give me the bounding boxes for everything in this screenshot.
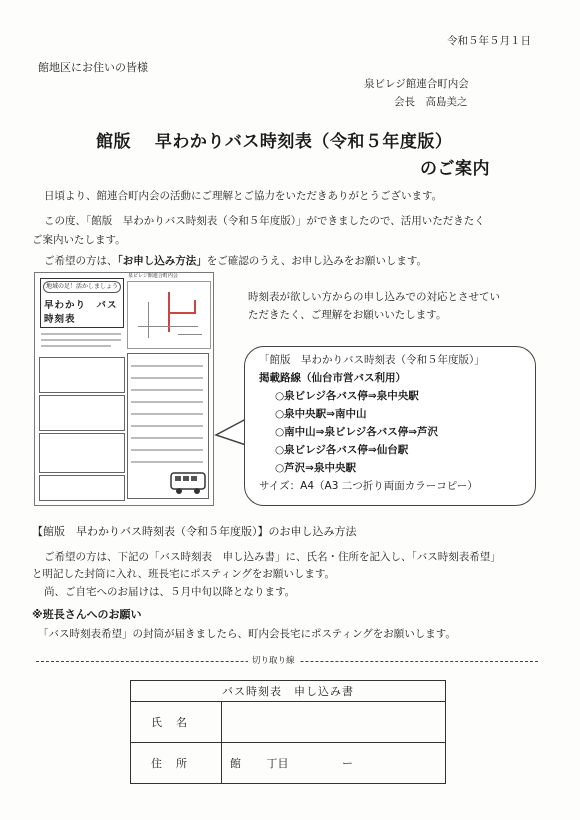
address-prefix: 館 [230, 757, 241, 770]
apply-instruction [44, 254, 427, 268]
apply-instruction-suffix: をご確認のうえ、お申し込みをお願いします。 [206, 255, 428, 267]
howto-heading: 【館版 早わかりバス時刻表（令和５年度版）】のお申し込み方法 [32, 525, 357, 538]
cut-line-label: 切り取り線 [248, 655, 299, 667]
route-item: ○南中山⇒泉ビレジ各バス停⇒芦沢 [275, 426, 438, 438]
howto-paragraph: ご希望の方は、下記の「バス時刻表 申し込み書」に、氏名・住所を記入し、「バス時刻表希望」 [44, 551, 501, 563]
delivery-note: 尚、ご自宅へのお届けは、５月中旬以降となります。 [44, 586, 296, 598]
size-info: サイズ：A4（A3 二つ折り両面カラーコピー） [259, 480, 478, 492]
apply-instruction-prefix: ご希望の方は、 [44, 255, 118, 267]
leader-request-text: 「バス時刻表希望」の封筒が届きましたら、町内会長宅にポスティングをお願いします。 [38, 628, 456, 640]
thumbnail-table-2 [39, 395, 125, 431]
leader-request-heading: ※班長さんへのお願い [32, 608, 142, 621]
application-form [130, 680, 446, 784]
thumbnail-table-3 [39, 433, 125, 473]
timetable-info-bubble [244, 346, 536, 506]
request-note-cont: ただきたく、ご理解をお願いいたします。 [248, 309, 447, 321]
name-field[interactable] [222, 702, 446, 743]
route-item: ○泉ビレジ各バス停⇒泉中央駅 [275, 390, 419, 402]
thumbnail-table-1 [39, 357, 125, 393]
announcement-paragraph-cont: ご案内いたします。 [32, 234, 126, 246]
timetable-thumbnail [34, 272, 214, 506]
sender-organization: 泉ビレジ館連合町内会 [364, 78, 469, 90]
thumbnail-pill: 地域の足！活かしましょう [43, 281, 121, 293]
thumbnail-header [40, 278, 124, 328]
addressee: 館地区にお住いの皆様 [38, 61, 148, 74]
address-dash: ー [342, 757, 353, 770]
name-label: 氏名 [131, 702, 222, 743]
sender-name: 会長 高島美之 [394, 96, 468, 108]
bus-illustration-icon [169, 469, 209, 497]
howto-paragraph-cont: と明記した封筒に入れ、班長宅にポスティングをお願いします。 [32, 568, 336, 580]
thumbnail-map-caption: 泉ビレジ館連合町内会 [128, 273, 178, 279]
request-note: 時刻表が欲しい方からの申し込みでの対応とさせてい [248, 291, 500, 303]
bubble-title: 「館版 早わかりバス時刻表（令和５年度版）」 [259, 354, 485, 366]
thumbnail-title: 早わかり バス時刻表 [44, 300, 118, 325]
address-label: 住所 [131, 743, 222, 784]
apply-method-emphasis: 「お申し込み方法」 [117, 255, 207, 267]
issue-date: 令和５年５月１日 [447, 35, 531, 47]
bubble-tail [214, 415, 248, 449]
thumbnail-route-map [127, 281, 211, 349]
form-title: バス時刻表 申し込み書 [131, 681, 446, 702]
address-field[interactable] [222, 743, 446, 784]
announcement-paragraph: この度、「館版 早わかりバス時刻表（令和５年度版）」ができましたので、活用いただきたく [44, 215, 485, 227]
page-title: 館版 早わかりバス時刻表（令和５年度版） [96, 132, 453, 152]
intro-paragraph: 日頃より、館連合町内会の活動にご理解とご協力をいただきありがとうございます。 [44, 190, 443, 202]
address-chome: 丁目 [266, 757, 289, 770]
route-item: ○泉ビレジ各バス停⇒仙台駅 [275, 444, 409, 456]
thumbnail-table-4 [39, 475, 125, 501]
routes-label: 掲載路線（仙台市営バス利用） [259, 372, 406, 384]
route-item: ○芦沢⇒泉中央駅 [275, 462, 356, 474]
route-item: ○泉中央駅⇒南中山 [275, 408, 367, 420]
page-title-line2: のご案内 [420, 159, 490, 179]
